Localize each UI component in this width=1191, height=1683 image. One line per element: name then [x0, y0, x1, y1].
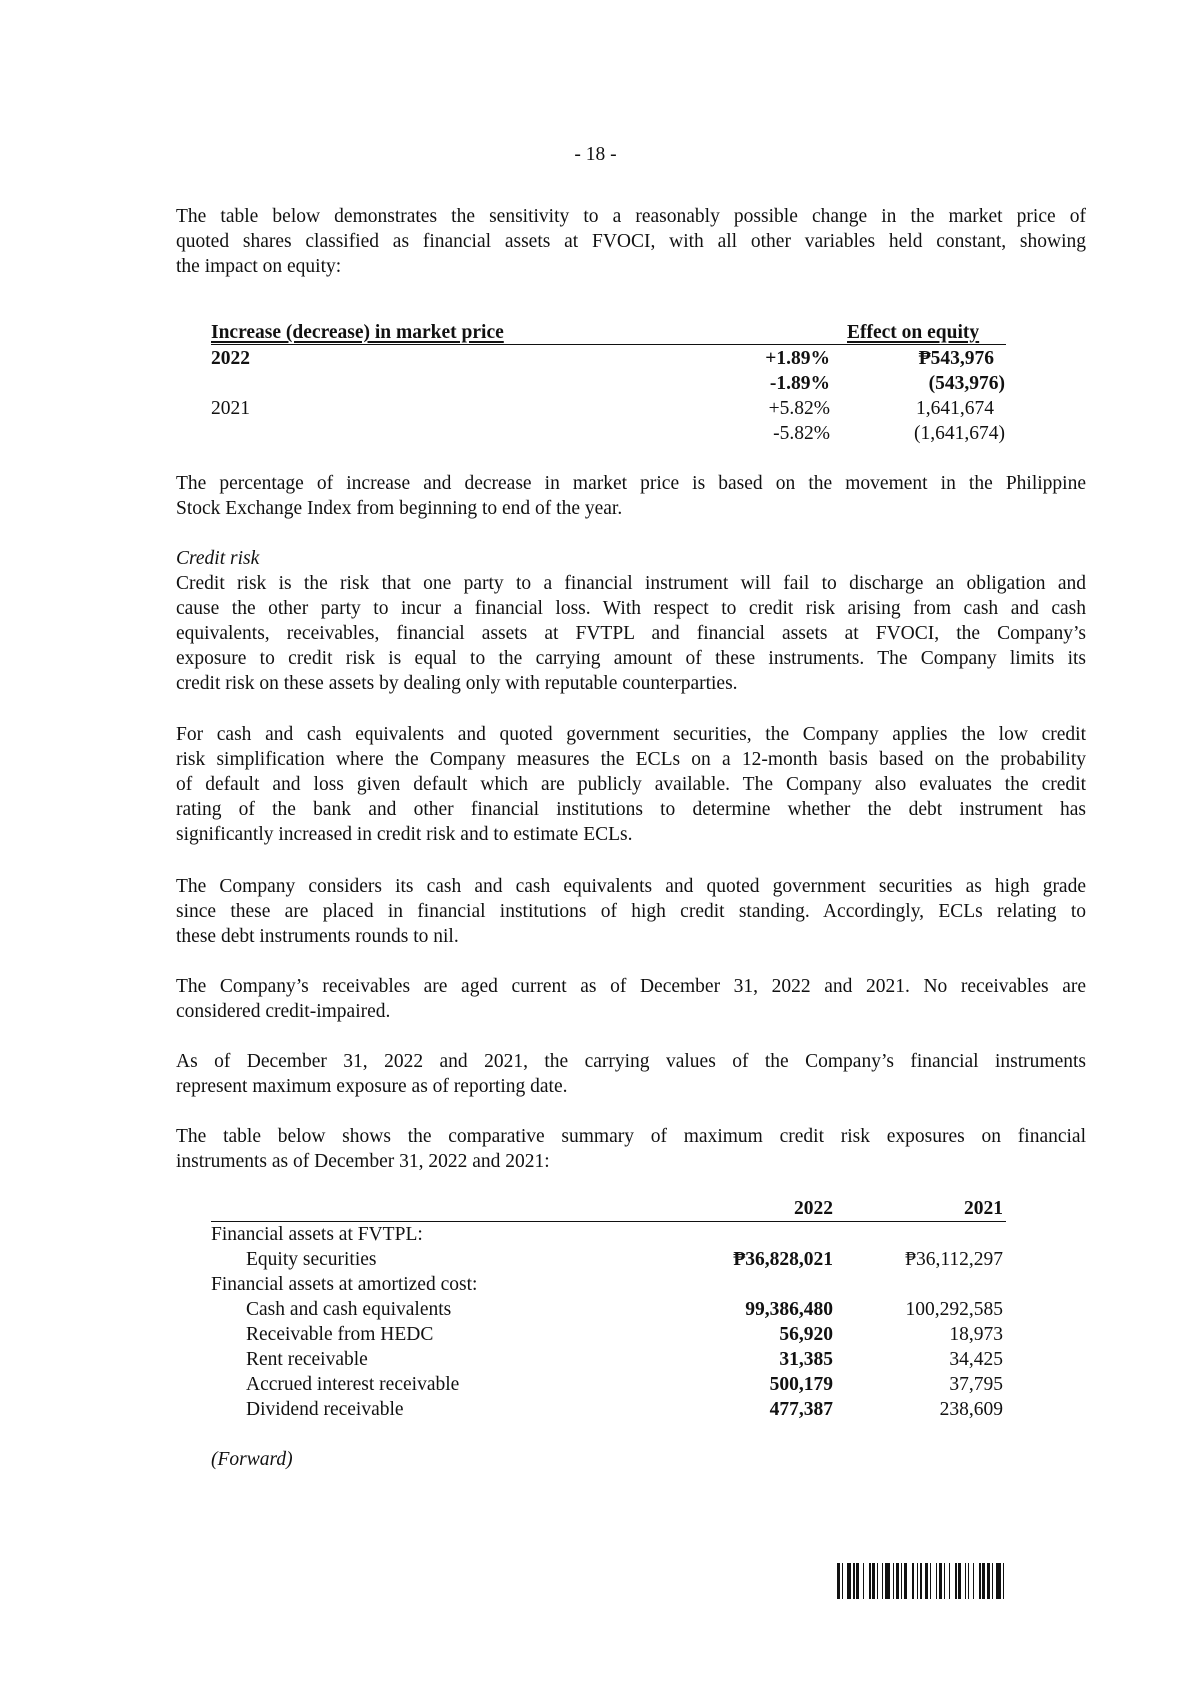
text-line: The table below shows the comparative summary of maximum credit risk exposures on financial [176, 1126, 1086, 1147]
text-line: risk simplification where the Company measures the ECLs on a 12-month basis based on the probability [176, 749, 1086, 770]
text-line: these debt instruments rounds to nil. [176, 926, 459, 947]
barcode-gap [1004, 1563, 1007, 1599]
row-label: Equity securities [246, 1249, 377, 1270]
row-label: Financial assets at FVTPL: [211, 1224, 423, 1245]
row-label: Rent receivable [246, 1349, 368, 1370]
row-label: Dividend receivable [246, 1399, 404, 1420]
text-line: equivalents, receivables, financial assets at FVTPL and financial assets at FVOCI, the Company’s [176, 623, 1086, 644]
header-market-price: Increase (decrease) in market price [211, 322, 504, 343]
text-line: credit risk on these assets by dealing only with reputable counterparties. [176, 673, 738, 694]
text-line: instruments as of December 31, 2022 and 2021: [176, 1151, 550, 1172]
row-change: -1.89% [769, 373, 830, 394]
text-line: represent maximum exposure as of reporting date. [176, 1076, 568, 1097]
value-2022: 99,386,480 [745, 1299, 833, 1320]
text-line: The Company considers its cash and cash equivalents and quoted government securities as high grade [176, 876, 1086, 897]
credit-paragraph-6 [176, 1124, 1086, 1174]
text-line: since these are placed in financial institutions of high credit standing. Accordingly, ECLs relating to [176, 901, 1086, 922]
barcode-icon [837, 1563, 1083, 1599]
text-line: The table below demonstrates the sensitivity to a reasonably possible change in the market price of [176, 206, 1086, 227]
row-year: 2021 [211, 398, 250, 419]
value-2022: 56,920 [779, 1324, 833, 1345]
text-line: The Company’s receivables are aged current as of December 31, 2022 and 2021. No receivables are [176, 976, 1086, 997]
credit-paragraph-5 [176, 1049, 1086, 1099]
credit-risk-heading: Credit risk [176, 548, 260, 569]
value-2021: 238,609 [939, 1399, 1003, 1420]
value-2021: 100,292,585 [905, 1299, 1003, 1320]
row-change: +5.82% [768, 398, 830, 419]
text-line: As of December 31, 2022 and 2021, the carrying values of the Company’s financial instruments [176, 1051, 1086, 1072]
row-effect: (543,976) [928, 373, 1005, 394]
credit-paragraph-1 [176, 571, 1086, 696]
column-header-2022: 2022 [794, 1198, 833, 1219]
intro-paragraph [176, 204, 1086, 279]
text-line: exposure to credit risk is equal to the carrying amount of these instruments. The Company limits its [176, 648, 1086, 669]
text-line: cause the other party to incur a financial loss. With respect to credit risk arising from cash and cash [176, 598, 1086, 619]
text-line: rating of the bank and other financial institutions to determine whether the debt instrument has [176, 799, 1086, 820]
row-label: Financial assets at amortized cost: [211, 1274, 478, 1295]
row-label: Accrued interest receivable [246, 1374, 460, 1395]
row-effect: 1,641,674 [916, 398, 994, 419]
row-change: +1.89% [765, 348, 830, 369]
text-line: The percentage of increase and decrease in market price is based on the movement in the Philippine [176, 473, 1086, 494]
row-year: 2022 [211, 348, 250, 369]
text-line: considered credit-impaired. [176, 1001, 391, 1022]
value-2022: 31,385 [779, 1349, 833, 1370]
text-line: For cash and cash equivalents and quoted government securities, the Company applies the low credit [176, 724, 1086, 745]
credit-paragraph-4 [176, 974, 1086, 1024]
value-2021: 34,425 [949, 1349, 1003, 1370]
row-effect: (1,641,674) [914, 423, 1005, 444]
text-line: Credit risk is the risk that one party to a financial instrument will fail to discharge an obligation and [176, 573, 1086, 594]
text-line: of default and loss given default which are publicly available. The Company also evaluates the credit [176, 774, 1086, 795]
row-effect: ₱543,976 [918, 348, 994, 369]
header-effect-on-equity: Effect on equity [847, 322, 980, 343]
row-label: Receivable from HEDC [246, 1324, 434, 1345]
row-label: Cash and cash equivalents [246, 1299, 452, 1320]
pse-paragraph [176, 471, 1086, 521]
credit-paragraph-2 [176, 722, 1086, 847]
text-line: significantly increased in credit risk and to estimate ECLs. [176, 824, 633, 845]
row-change: -5.82% [773, 423, 830, 444]
value-2022: 477,387 [769, 1399, 833, 1420]
value-2021: ₱36,112,297 [905, 1249, 1003, 1270]
text-line: the impact on equity: [176, 256, 342, 277]
value-2021: 37,795 [949, 1374, 1003, 1395]
forward-note: (Forward) [211, 1449, 293, 1470]
credit-paragraph-3 [176, 874, 1086, 949]
value-2022: 500,179 [769, 1374, 833, 1395]
text-line: Stock Exchange Index from beginning to end of the year. [176, 498, 623, 519]
value-2022: ₱36,828,021 [733, 1249, 833, 1270]
table-rule [211, 344, 1006, 345]
value-2021: 18,973 [949, 1324, 1003, 1345]
page-number: - 18 - [574, 144, 617, 165]
column-header-2021: 2021 [964, 1198, 1003, 1219]
text-line: quoted shares classified as financial assets at FVOCI, with all other variables held constant, showing [176, 231, 1086, 252]
